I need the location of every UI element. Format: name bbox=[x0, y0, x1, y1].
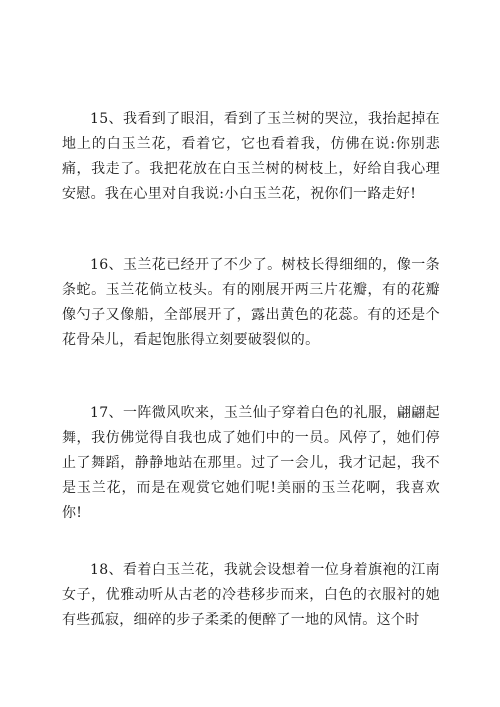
paragraph-17: 17、一阵微风吹来，玉兰仙子穿着白色的礼服，翩翩起舞，我仿佛觉得自我也成了她们中的一员。风停了，她们停止了舞蹈，静静地站在那里。过了一会儿，我才记起，我不是玉兰花，而是在观赏它她们呢!美丽的玉兰花啊，我喜欢你! bbox=[62, 405, 440, 521]
paragraph-15: 15、我看到了眼泪，看到了玉兰树的哭泣，我抬起掉在地上的白玉兰花，看着它，它也看着我，仿佛在说:你别悲痛，我走了。我把花放在白玉兰树的树枝上，好给自我心理安慰。我在心里对自我说:小白玉兰花，祝你们一路走好! bbox=[62, 111, 440, 202]
paragraph-16: 16、玉兰花已经开了不少了。树枝长得细细的，像一条条蛇。玉兰花倘立枝头。有的刚展开两三片花瓣，有的花瓣像勺子又像船，全部展开了，露出黄色的花蕊。有的还是个花骨朵儿，看起饱胀得立刻要破裂似的。 bbox=[62, 257, 440, 348]
paragraph-18: 18、看着白玉兰花，我就会设想着一位身着旗袍的江南女子，优雅动听从古老的冷巷移步而来，白色的衣服衬的她有些孤寂，细碎的步子柔柔的便醉了一地的风情。这个时 bbox=[62, 562, 440, 628]
